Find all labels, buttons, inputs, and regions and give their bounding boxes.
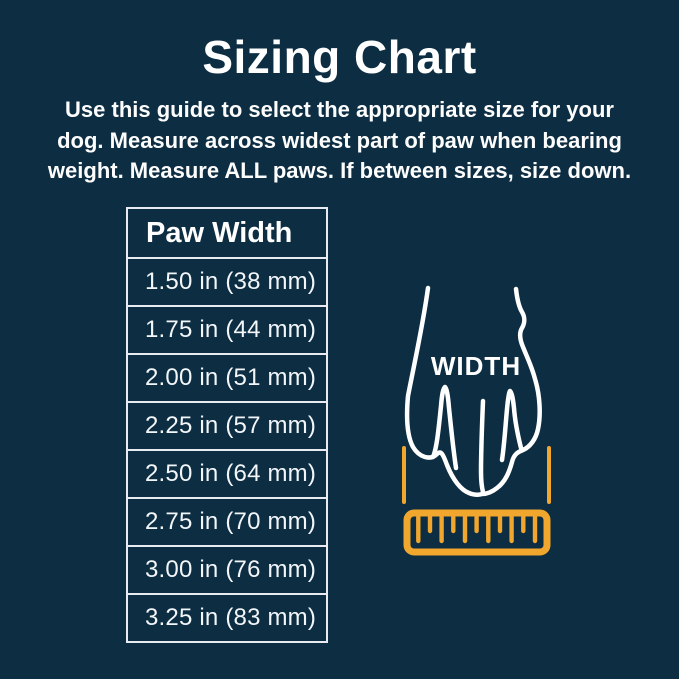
intro-line: Use this guide to select the appropriate size for your bbox=[65, 97, 614, 122]
table-row: 2.25 in (57 mm) bbox=[128, 401, 326, 449]
table-row: 2.00 in (51 mm) bbox=[128, 353, 326, 401]
toe-separation-middle bbox=[481, 401, 483, 492]
ruler-icon bbox=[407, 513, 547, 552]
intro-line: weight. Measure ALL paws. If between sizes, size down. bbox=[47, 158, 632, 183]
ruler-ticks bbox=[418, 517, 535, 541]
intro-line: dog. Measure across widest part of paw when bearing bbox=[57, 127, 622, 153]
toe-separation-right bbox=[502, 391, 521, 460]
table-row: 1.50 in (38 mm) bbox=[128, 257, 326, 305]
table-header-paw-width: Paw Width bbox=[146, 216, 293, 249]
paw-body-outline bbox=[407, 288, 540, 495]
paw-measurement-diagram bbox=[393, 280, 563, 570]
paw-width-table bbox=[126, 207, 328, 643]
table-row: 3.25 in (83 mm) bbox=[128, 593, 326, 641]
table-row: 3.00 in (76 mm) bbox=[128, 545, 326, 593]
table-row: 2.75 in (70 mm) bbox=[128, 497, 326, 545]
paw-outline-icon bbox=[407, 288, 540, 495]
table-row: 2.50 in (64 mm) bbox=[128, 449, 326, 497]
table-row: 1.75 in (44 mm) bbox=[128, 305, 326, 353]
intro-text bbox=[20, 95, 659, 187]
width-label: WIDTH bbox=[430, 351, 522, 381]
page-title: Sizing Chart bbox=[202, 31, 477, 83]
